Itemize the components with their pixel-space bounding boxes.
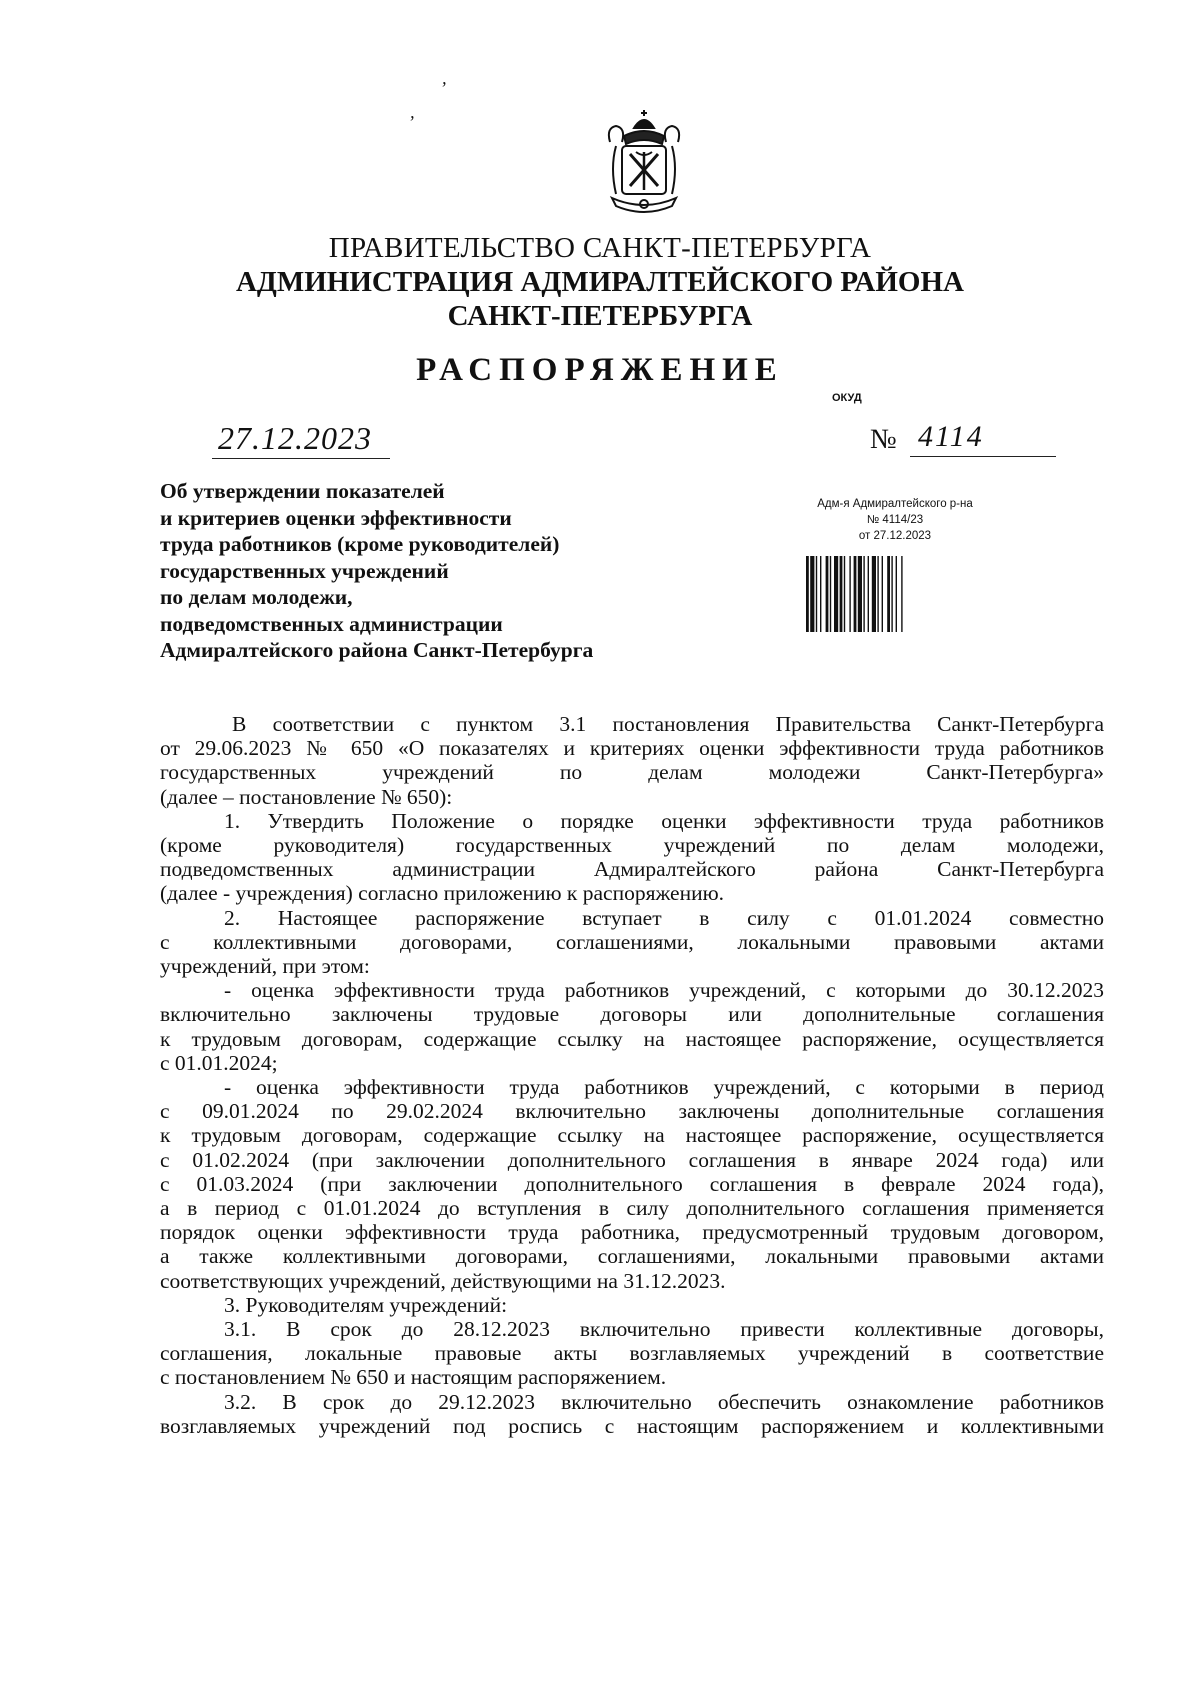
stamp-line: Адм-я Адмиралтейского р-на (817, 498, 973, 510)
text-line: 2. Настоящее распоряжение вступает в силу с 01.01.2024 совместно (224, 905, 1104, 930)
text-line: от 29.06.2023 № 650 «О показателях и критериях оценки эффективности труда работников (160, 736, 1104, 761)
text-line: (далее – постановление № 650): (160, 784, 453, 809)
barcode-bar (887, 556, 890, 632)
barcode-bar (830, 556, 831, 632)
okud-label: ОКУД (832, 392, 862, 404)
barcode-bar (816, 556, 817, 632)
text-line: а в период с 01.01.2024 до вступления в силу дополнительного соглашения применяется (160, 1196, 1104, 1221)
stamp-line: от 27.12.2023 (858, 530, 932, 542)
subject-line: труда работников (кроме руководителей) (160, 532, 560, 556)
barcode-bar (826, 556, 829, 632)
paragraph (160, 1390, 1104, 1438)
text-line: возглавляемых учреждений под роспись с настоящим распоряжением и коллективными (160, 1413, 1104, 1438)
text-line: а также коллективными договорами, соглашениями, локальными правовыми актами (160, 1244, 1104, 1269)
barcode-bar (810, 556, 814, 632)
barcode-bar (858, 556, 862, 632)
number-underline (910, 456, 1056, 457)
pen-mark: ʼ (440, 78, 446, 98)
document-subject (160, 478, 720, 664)
subject-line: Об утверждении показателей (160, 479, 445, 503)
coat-of-arms-icon (596, 108, 692, 220)
text-line: 3.2. В срок до 29.12.2023 включительно обеспечить ознакомление работников (224, 1389, 1104, 1414)
paragraph (160, 978, 1104, 1051)
text-line: с 09.01.2024 по 29.02.2024 включительно заключены дополнительные соглашения (160, 1099, 1104, 1124)
text-line: (далее - учреждения) согласно приложению к распоряжению. (160, 881, 725, 906)
paragraph (160, 1317, 1104, 1365)
barcode-bar (849, 556, 850, 632)
subject-line: подведомственных администрации (160, 611, 503, 636)
paragraph (160, 1075, 1104, 1269)
text-line: с 01.03.2024 (при заключении дополнительного соглашения в феврале 2024 года), (160, 1171, 1104, 1196)
date-underline (212, 458, 390, 459)
text-line: соглашения, локальные правовые акты возглавляемых учреждений в соответствие (160, 1341, 1104, 1366)
document-type-title: РАСПОРЯЖЕНИЕ (416, 352, 784, 388)
paragraph (160, 1293, 1104, 1317)
text-line: с коллективными договорами, соглашениями, локальными правовыми актами (160, 929, 1104, 954)
barcode-bar (863, 556, 864, 632)
document-body (160, 712, 1104, 1438)
paragraph (160, 1051, 1104, 1075)
subject-line: государственных учреждений (160, 558, 449, 583)
paragraph (160, 809, 1104, 882)
barcode-bar (872, 556, 876, 632)
text-line: подведомственных администрации Адмиралтейского района Санкт-Петербурга (160, 857, 1104, 882)
paragraph (160, 954, 1104, 978)
barcode-bar (854, 556, 857, 632)
barcode-bar (891, 556, 892, 632)
subject-line: Адмиралтейского района Санкт-Петербурга (160, 638, 594, 662)
paragraph (160, 906, 1104, 954)
paragraph (160, 881, 1104, 905)
subject-line: по делам молодежи, (160, 585, 353, 609)
barcode-bar (901, 556, 902, 632)
text-line: 1. Утвердить Положение о порядке оценки эффективности труда работников (224, 808, 1104, 833)
paragraph (160, 1269, 1104, 1293)
stamp-line: № 4114/23 (866, 514, 924, 526)
paragraph (160, 785, 1104, 809)
text-line: (кроме руководителя) государственных учреждений по делам молодежи, (160, 833, 1104, 858)
registration-stamp (780, 496, 1010, 544)
text-line: учреждений, при этом: (160, 954, 370, 979)
text-line: с 01.01.2024; (160, 1050, 278, 1075)
document-number: 4114 (918, 420, 984, 453)
text-line: к трудовым договорам, содержащие ссылку на настоящее распоряжение, осуществляется (160, 1026, 1104, 1051)
text-line: 3. Руководителям учреждений: (224, 1292, 508, 1317)
barcode-bar (840, 556, 843, 632)
barcode-bar (834, 556, 838, 632)
text-line: - оценка эффективности труда работников учреждений, с которыми в период (224, 1075, 1104, 1100)
text-line: - оценка эффективности труда работников учреждений, с которыми до 30.12.2023 (224, 978, 1104, 1003)
text-line: 3.1. В срок до 28.12.2023 включительно привести коллективные договоры, (224, 1317, 1104, 1342)
government-name: ПРАВИТЕЛЬСТВО САНКТ-ПЕТЕРБУРГА (328, 232, 872, 264)
text-line: государственных учреждений по делам молодежи Санкт-Петербурга» (160, 760, 1104, 785)
barcode-bar (868, 556, 869, 632)
barcode-bar (882, 556, 883, 632)
paragraph (160, 1365, 1104, 1389)
text-line: к трудовым договорам, содержащие ссылку на настоящее распоряжение, осуществляется (160, 1123, 1104, 1148)
pen-mark: ʼ (408, 112, 414, 132)
text-line: включительно заключены трудовые договоры или дополнительные соглашения (160, 1002, 1104, 1027)
number-label: № (870, 424, 897, 455)
barcode-bar (806, 556, 809, 632)
subject-line: и критериев оценки эффективности (160, 505, 512, 530)
administration-name: АДМИНИСТРАЦИЯ АДМИРАЛТЕЙСКОГО РАЙОНА (235, 266, 964, 298)
barcode-bar (844, 556, 845, 632)
text-line: с постановлением № 650 и настоящим распоряжением. (160, 1365, 667, 1390)
barcode-icon (806, 556, 962, 632)
text-line: В соответствии с пунктом 3.1 постановления Правительства Санкт-Петербурга (232, 712, 1104, 736)
text-line: соответствующих учреждений, действующими на 31.12.2023. (160, 1268, 726, 1293)
barcode-bar (820, 556, 821, 632)
paragraph (160, 712, 1104, 785)
city-name: САНКТ-ПЕТЕРБУРГА (447, 300, 753, 332)
barcode-bar (896, 556, 897, 632)
text-line: с 01.02.2024 (при заключении дополнительного соглашения в январе 2024 года) или (160, 1147, 1104, 1172)
document-date: 27.12.2023 (218, 420, 372, 456)
text-line: порядок оценки эффективности труда работника, предусмотренный трудовым договором, (160, 1220, 1104, 1245)
barcode-bar (877, 556, 878, 632)
